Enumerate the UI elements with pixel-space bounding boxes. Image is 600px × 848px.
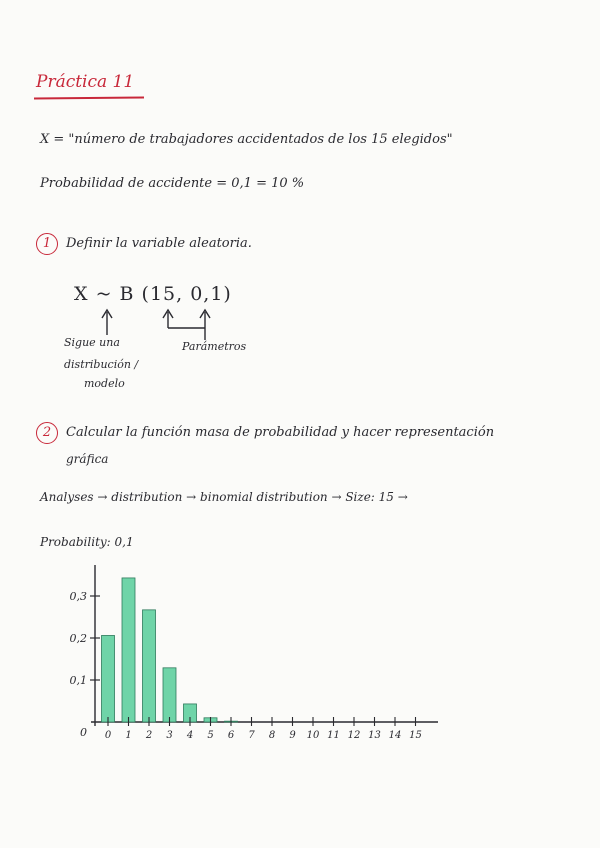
- y-tick-label-1: 0,1: [69, 674, 87, 687]
- y-tick-label-0: 0: [80, 726, 87, 739]
- bar-0: [102, 635, 115, 722]
- bar-3: [163, 668, 176, 722]
- binomial-formula: X ~ B (15, 0,1): [74, 283, 232, 305]
- bar-2: [143, 610, 156, 722]
- note-sigue-una: Sigue una: [64, 336, 120, 349]
- bar-1: [122, 578, 135, 722]
- accident-probability: Probabilidad de accidente = 0,1 = 10 %: [40, 176, 305, 191]
- y-tick-label-2: 0,2: [69, 632, 87, 645]
- x-tick-label-9: 9: [289, 730, 296, 741]
- probability-label: Probability: 0,1: [40, 535, 134, 549]
- x-tick-label-3: 3: [166, 730, 173, 741]
- x-tick-label-4: 4: [186, 730, 194, 741]
- page-title: Práctica 11: [36, 72, 135, 92]
- step-1-heading: Definir la variable aleatoria.: [66, 236, 252, 251]
- step-2-heading: Calcular la función masa de probabilidad y hacer representación: [66, 425, 495, 440]
- note-modelo: modelo: [84, 377, 125, 390]
- note-parametros: Parámetros: [182, 340, 247, 353]
- step-2-number: 2: [36, 422, 58, 444]
- x-tick-label-12: 12: [347, 730, 361, 741]
- x-tick-label-5: 5: [207, 730, 214, 741]
- variable-definition: X = "número de trabajadores accidentados de los 15 elegidos": [40, 132, 453, 147]
- x-tick-label-15: 15: [409, 730, 422, 741]
- x-tick-label-7: 7: [248, 730, 255, 741]
- note-distribucion: distribución /: [64, 358, 139, 371]
- x-tick-label-11: 11: [327, 730, 340, 741]
- x-tick-label-8: 8: [268, 730, 276, 741]
- y-tick-label-3: 0,3: [69, 590, 87, 603]
- x-tick-label-1: 1: [125, 730, 132, 741]
- x-tick-label-2: 2: [145, 730, 153, 741]
- menu-path: Analyses → distribution → binomial distribution → Size: 15 →: [40, 490, 408, 504]
- x-tick-label-10: 10: [306, 730, 320, 741]
- step-1-number: 1: [36, 233, 58, 255]
- x-tick-label-6: 6: [227, 730, 235, 741]
- step-2-heading-cont: gráfica: [66, 452, 109, 466]
- x-tick-label-13: 13: [368, 730, 381, 741]
- x-tick-label-0: 0: [104, 730, 112, 741]
- x-tick-label-14: 14: [388, 730, 402, 741]
